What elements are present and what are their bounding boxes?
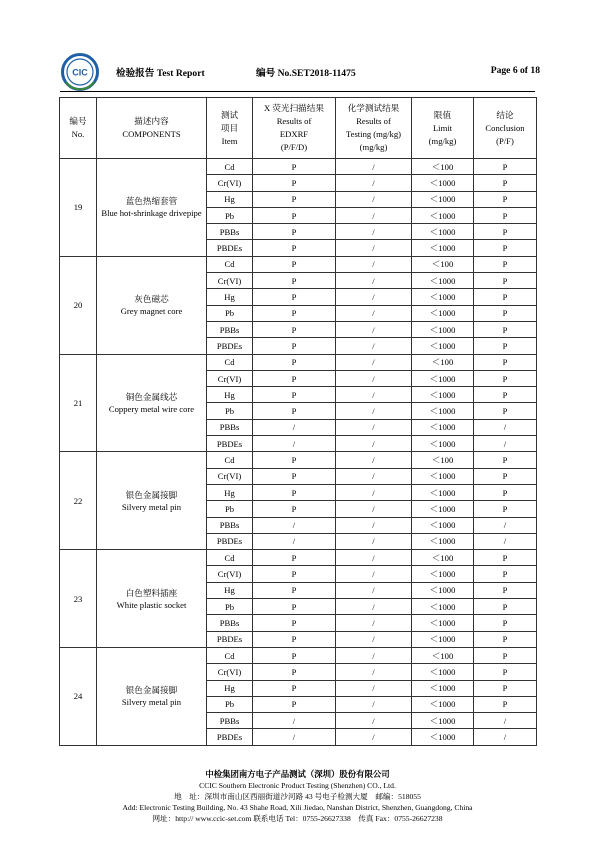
chem-result-cell: / xyxy=(336,419,412,435)
test-item-cell: PBDEs xyxy=(207,533,253,549)
chem-result-cell: / xyxy=(336,370,412,386)
chem-result-cell: / xyxy=(336,354,412,370)
xrf-result-cell: P xyxy=(253,599,336,615)
conclusion-cell: P xyxy=(474,256,537,272)
limit-cell: ＜1000 xyxy=(412,305,474,321)
header-item: 测试 项目 Item xyxy=(207,98,253,159)
limit-cell: ＜100 xyxy=(412,159,474,175)
ccic-logo-icon xyxy=(60,52,100,92)
xrf-result-cell: / xyxy=(253,436,336,452)
svg-text:CIC: CIC xyxy=(72,67,88,78)
contact-info: 网址：http:// www.ccic-set.com 联系电话 Tel：0755-26627338 传真 Fax：0755-26627238 xyxy=(152,814,443,823)
limit-cell: ＜1000 xyxy=(412,631,474,647)
component-name-en: Blue hot-shrinkage drivepipe xyxy=(101,208,202,219)
limit-cell: ＜1000 xyxy=(412,387,474,403)
xrf-result-cell: P xyxy=(253,501,336,517)
limit-cell: ＜1000 xyxy=(412,517,474,533)
xrf-result-cell: P xyxy=(253,240,336,256)
test-item-cell: PBDEs xyxy=(207,240,253,256)
limit-cell: ＜1000 xyxy=(412,191,474,207)
chem-result-cell: / xyxy=(336,403,412,419)
test-item-cell: PBBs xyxy=(207,517,253,533)
chem-result-cell: / xyxy=(336,436,412,452)
component-name-en: Silvery metal pin xyxy=(121,501,182,512)
chem-result-cell: / xyxy=(336,484,412,500)
xrf-result-cell: P xyxy=(253,191,336,207)
xrf-result-cell: / xyxy=(253,419,336,435)
xrf-result-cell: P xyxy=(253,273,336,289)
xrf-result-cell: P xyxy=(253,207,336,223)
test-item-cell: Cr(VI) xyxy=(207,273,253,289)
limit-cell: ＜1000 xyxy=(412,468,474,484)
address-en: Add: Electronic Testing Building, No. 43 Shahe Road, Xili Jiedao, Nanshan District, Shenzhen, Guangdong, China xyxy=(122,803,473,812)
limit-cell: ＜100 xyxy=(412,550,474,566)
component-name-zh: 蓝色热缩套管 xyxy=(125,196,178,207)
test-item-cell: Pb xyxy=(207,403,253,419)
chem-result-cell: / xyxy=(336,696,412,712)
xrf-result-cell: / xyxy=(253,533,336,549)
chem-result-cell: / xyxy=(336,729,412,745)
conclusion-cell: P xyxy=(474,240,537,256)
test-item-cell: PBBs xyxy=(207,224,253,240)
test-item-cell: PBBs xyxy=(207,321,253,337)
xrf-result-cell: P xyxy=(253,403,336,419)
xrf-result-cell: P xyxy=(253,289,336,305)
conclusion-cell: / xyxy=(474,436,537,452)
test-item-cell: PBDEs xyxy=(207,729,253,745)
limit-cell: ＜1000 xyxy=(412,338,474,354)
conclusion-cell: / xyxy=(474,419,537,435)
test-item-cell: PBBs xyxy=(207,713,253,729)
limit-cell: ＜1000 xyxy=(412,599,474,615)
table-body xyxy=(60,159,537,746)
company-name-zh: 中检集团南方电子产品测试（深圳）股份有限公司 xyxy=(205,769,390,779)
chem-result-cell: / xyxy=(336,207,412,223)
table-row xyxy=(60,159,537,175)
limit-cell: ＜1000 xyxy=(412,175,474,191)
results-table xyxy=(59,97,537,746)
component-number-cell: 24 xyxy=(60,647,97,745)
chem-result-cell: / xyxy=(336,224,412,240)
component-description-cell xyxy=(97,647,207,745)
conclusion-cell: P xyxy=(474,680,537,696)
conclusion-cell: P xyxy=(474,321,537,337)
conclusion-cell: P xyxy=(474,631,537,647)
chem-result-cell: / xyxy=(336,713,412,729)
table-row xyxy=(60,354,537,370)
conclusion-cell: / xyxy=(474,517,537,533)
conclusion-cell: P xyxy=(474,468,537,484)
xrf-result-cell: / xyxy=(253,729,336,745)
limit-cell: ＜1000 xyxy=(412,240,474,256)
conclusion-cell: P xyxy=(474,647,537,663)
chem-result-cell: / xyxy=(336,256,412,272)
component-name-en: Coppery metal wire core xyxy=(108,403,195,414)
component-name-zh: 灰色磁芯 xyxy=(134,294,169,305)
xrf-result-cell: P xyxy=(253,664,336,680)
component-description-cell xyxy=(97,452,207,550)
report-number: 编号 No.SET2018-11475 xyxy=(256,68,356,79)
test-item-cell: Cd xyxy=(207,647,253,663)
limit-cell: ＜1000 xyxy=(412,419,474,435)
chem-result-cell: / xyxy=(336,191,412,207)
chem-result-cell: / xyxy=(336,273,412,289)
header-chem: 化学测试结果 Results of Testing (mg/kg) (mg/kg) xyxy=(336,98,412,159)
limit-cell: ＜100 xyxy=(412,256,474,272)
xrf-result-cell: P xyxy=(253,338,336,354)
xrf-result-cell: / xyxy=(253,517,336,533)
xrf-result-cell: P xyxy=(253,582,336,598)
limit-cell: ＜100 xyxy=(412,647,474,663)
chem-result-cell: / xyxy=(336,159,412,175)
chem-result-cell: / xyxy=(336,305,412,321)
limit-cell: ＜1000 xyxy=(412,680,474,696)
conclusion-cell: / xyxy=(474,713,537,729)
limit-cell: ＜1000 xyxy=(412,615,474,631)
xrf-result-cell: P xyxy=(253,647,336,663)
component-number-cell: 21 xyxy=(60,354,97,452)
limit-cell: ＜1000 xyxy=(412,224,474,240)
table-row xyxy=(60,647,537,663)
conclusion-cell: P xyxy=(474,273,537,289)
limit-cell: ＜1000 xyxy=(412,582,474,598)
xrf-result-cell: P xyxy=(253,680,336,696)
conclusion-cell: P xyxy=(474,501,537,517)
test-item-cell: Pb xyxy=(207,501,253,517)
conclusion-cell: P xyxy=(474,191,537,207)
chem-result-cell: / xyxy=(336,550,412,566)
conclusion-cell: P xyxy=(474,599,537,615)
chem-result-cell: / xyxy=(336,566,412,582)
header-xrf: X 荧光扫描结果 Results of EDXRF (P/F/D) xyxy=(253,98,336,159)
report-header xyxy=(60,52,540,92)
component-description-cell xyxy=(97,550,207,648)
component-name-zh: 银色金属接脚 xyxy=(125,489,178,500)
chem-result-cell: / xyxy=(336,240,412,256)
chem-result-cell: / xyxy=(336,615,412,631)
chem-result-cell: / xyxy=(336,631,412,647)
xrf-result-cell: P xyxy=(253,615,336,631)
test-item-cell: PBDEs xyxy=(207,436,253,452)
xrf-result-cell: P xyxy=(253,354,336,370)
table-row xyxy=(60,550,537,566)
test-item-cell: Pb xyxy=(207,696,253,712)
limit-cell: ＜1000 xyxy=(412,696,474,712)
conclusion-cell: P xyxy=(474,615,537,631)
header-no: 编号 No. xyxy=(60,98,97,159)
xrf-result-cell: P xyxy=(253,305,336,321)
test-item-cell: Hg xyxy=(207,289,253,305)
limit-cell: ＜100 xyxy=(412,452,474,468)
conclusion-cell: P xyxy=(474,387,537,403)
conclusion-cell: P xyxy=(474,452,537,468)
conclusion-cell: P xyxy=(474,550,537,566)
conclusion-cell: P xyxy=(474,354,537,370)
conclusion-cell: P xyxy=(474,370,537,386)
conclusion-cell: / xyxy=(474,729,537,745)
test-item-cell: Cr(VI) xyxy=(207,370,253,386)
chem-result-cell: / xyxy=(336,599,412,615)
xrf-result-cell: P xyxy=(253,256,336,272)
test-item-cell: Hg xyxy=(207,484,253,500)
conclusion-cell: P xyxy=(474,224,537,240)
conclusion-cell: P xyxy=(474,664,537,680)
component-name-zh: 白色塑料插座 xyxy=(125,587,178,598)
conclusion-cell: P xyxy=(474,289,537,305)
conclusion-cell: P xyxy=(474,338,537,354)
header-divider xyxy=(60,91,535,92)
test-item-cell: Cr(VI) xyxy=(207,566,253,582)
chem-result-cell: / xyxy=(336,680,412,696)
test-item-cell: Cd xyxy=(207,256,253,272)
ccic-logo xyxy=(60,52,100,92)
chem-result-cell: / xyxy=(336,338,412,354)
chem-result-cell: / xyxy=(336,387,412,403)
limit-cell: ＜1000 xyxy=(412,729,474,745)
conclusion-cell: / xyxy=(474,533,537,549)
chem-result-cell: / xyxy=(336,468,412,484)
header-limit: 限值 Limit (mg/kg) xyxy=(412,98,474,159)
xrf-result-cell: / xyxy=(253,713,336,729)
conclusion-cell: P xyxy=(474,696,537,712)
page-indicator: Page 6 of 18 xyxy=(490,65,540,76)
conclusion-cell: P xyxy=(474,175,537,191)
component-name-en: Grey magnet core xyxy=(120,306,183,317)
chem-result-cell: / xyxy=(336,501,412,517)
chem-result-cell: / xyxy=(336,582,412,598)
xrf-result-cell: P xyxy=(253,224,336,240)
header-conclusion: 结论 Conclusion (P/F) xyxy=(474,98,537,159)
header-components: 描述内容 COMPONENTS xyxy=(97,98,207,159)
conclusion-cell: P xyxy=(474,403,537,419)
component-number-cell: 20 xyxy=(60,256,97,354)
test-item-cell: Cd xyxy=(207,159,253,175)
conclusion-cell: P xyxy=(474,159,537,175)
component-number-cell: 19 xyxy=(60,159,97,257)
limit-cell: ＜1000 xyxy=(412,436,474,452)
test-item-cell: Cd xyxy=(207,452,253,468)
table-header-row xyxy=(60,98,537,159)
test-item-cell: Cd xyxy=(207,550,253,566)
test-item-cell: PBBs xyxy=(207,419,253,435)
test-item-cell: Pb xyxy=(207,305,253,321)
component-description-cell xyxy=(97,256,207,354)
test-item-cell: PBDEs xyxy=(207,338,253,354)
limit-cell: ＜100 xyxy=(412,354,474,370)
component-name-en: White plastic socket xyxy=(116,599,187,610)
chem-result-cell: / xyxy=(336,664,412,680)
conclusion-cell: P xyxy=(474,305,537,321)
report-title: 检验报告 Test Report xyxy=(116,68,205,79)
limit-cell: ＜1000 xyxy=(412,664,474,680)
component-name-zh: 铜色金属线芯 xyxy=(125,391,178,402)
component-name-en: Silvery metal pin xyxy=(121,697,182,708)
test-item-cell: Pb xyxy=(207,207,253,223)
test-item-cell: PBDEs xyxy=(207,631,253,647)
limit-cell: ＜1000 xyxy=(412,533,474,549)
conclusion-cell: P xyxy=(474,582,537,598)
limit-cell: ＜1000 xyxy=(412,403,474,419)
component-number-cell: 22 xyxy=(60,452,97,550)
test-item-cell: Cr(VI) xyxy=(207,664,253,680)
report-footer xyxy=(0,769,595,824)
chem-result-cell: / xyxy=(336,321,412,337)
test-item-cell: Hg xyxy=(207,582,253,598)
test-item-cell: Pb xyxy=(207,599,253,615)
test-item-cell: PBBs xyxy=(207,615,253,631)
limit-cell: ＜1000 xyxy=(412,713,474,729)
test-item-cell: Hg xyxy=(207,387,253,403)
xrf-result-cell: P xyxy=(253,452,336,468)
chem-result-cell: / xyxy=(336,533,412,549)
test-item-cell: Cr(VI) xyxy=(207,468,253,484)
xrf-result-cell: P xyxy=(253,631,336,647)
limit-cell: ＜1000 xyxy=(412,207,474,223)
company-name-en: CCIC Southern Electronic Product Testing (Shenzhen) CO., Ltd. xyxy=(199,781,396,790)
chem-result-cell: / xyxy=(336,452,412,468)
xrf-result-cell: P xyxy=(253,566,336,582)
chem-result-cell: / xyxy=(336,517,412,533)
xrf-result-cell: P xyxy=(253,175,336,191)
xrf-result-cell: P xyxy=(253,387,336,403)
xrf-result-cell: P xyxy=(253,321,336,337)
test-item-cell: Hg xyxy=(207,191,253,207)
conclusion-cell: P xyxy=(474,207,537,223)
test-item-cell: Cr(VI) xyxy=(207,175,253,191)
conclusion-cell: P xyxy=(474,484,537,500)
table-row xyxy=(60,452,537,468)
component-description-cell xyxy=(97,159,207,257)
test-item-cell: Cd xyxy=(207,354,253,370)
component-description-cell xyxy=(97,354,207,452)
conclusion-cell: P xyxy=(474,566,537,582)
limit-cell: ＜1000 xyxy=(412,501,474,517)
limit-cell: ＜1000 xyxy=(412,566,474,582)
address-zh: 地 址：深圳市南山区西丽街道沙河路 43 号电子检测大厦 邮编：518055 xyxy=(174,792,421,801)
component-number-cell: 23 xyxy=(60,550,97,648)
xrf-result-cell: P xyxy=(253,484,336,500)
xrf-result-cell: P xyxy=(253,550,336,566)
xrf-result-cell: P xyxy=(253,468,336,484)
xrf-result-cell: P xyxy=(253,696,336,712)
test-item-cell: Hg xyxy=(207,680,253,696)
chem-result-cell: / xyxy=(336,647,412,663)
limit-cell: ＜1000 xyxy=(412,321,474,337)
chem-result-cell: / xyxy=(336,289,412,305)
table-row xyxy=(60,256,537,272)
chem-result-cell: / xyxy=(336,175,412,191)
limit-cell: ＜1000 xyxy=(412,273,474,289)
component-name-zh: 银色金属接脚 xyxy=(125,685,178,696)
limit-cell: ＜1000 xyxy=(412,484,474,500)
xrf-result-cell: P xyxy=(253,159,336,175)
xrf-result-cell: P xyxy=(253,370,336,386)
limit-cell: ＜1000 xyxy=(412,289,474,305)
limit-cell: ＜1000 xyxy=(412,370,474,386)
